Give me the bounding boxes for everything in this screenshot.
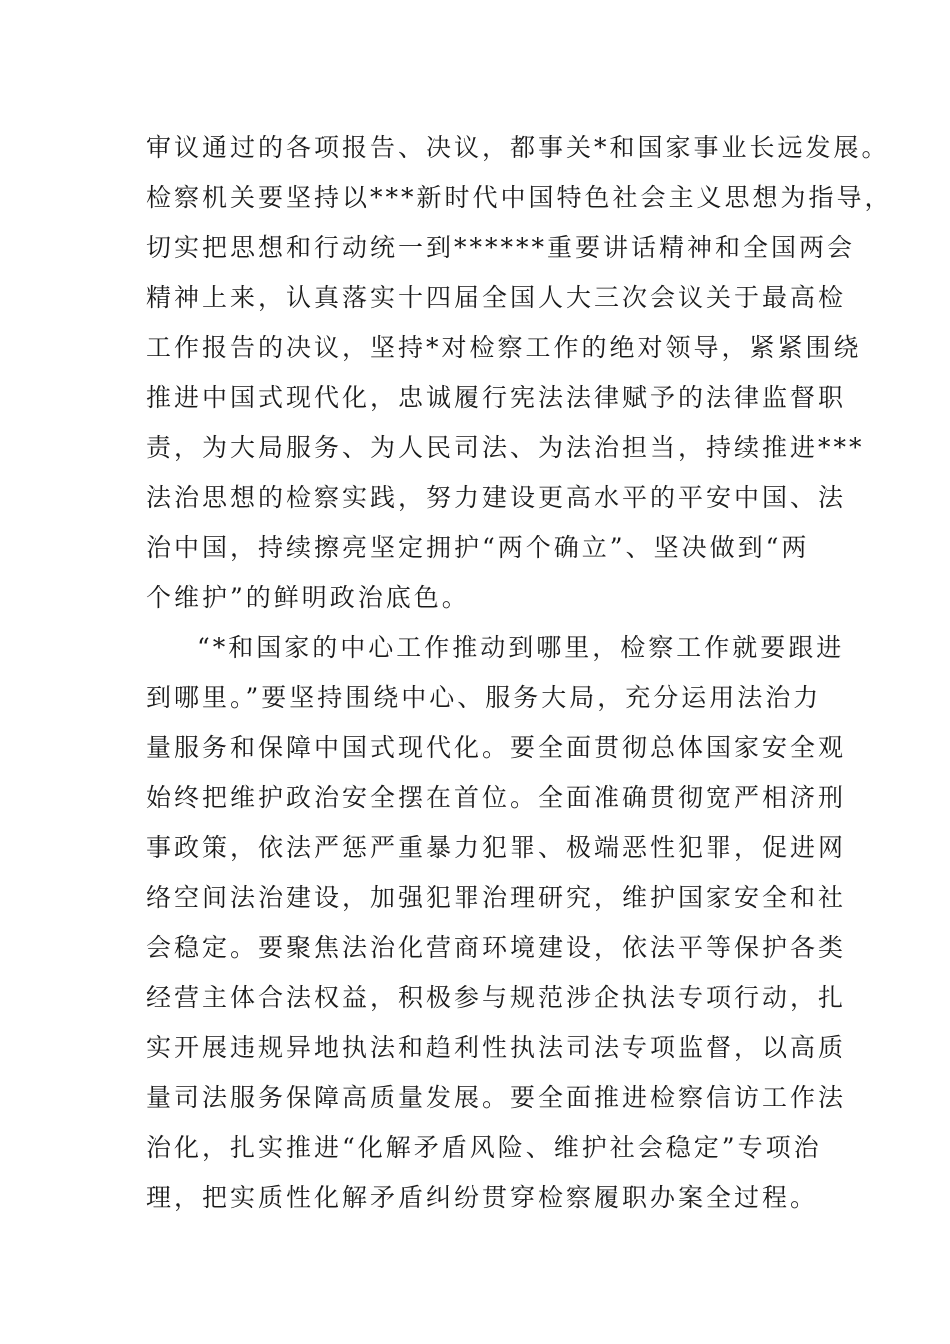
text-line: 精神上来，认真落实十四届全国人大三次会议关于最高检 [146, 283, 847, 312]
text-line: 实开展违规异地执法和趋利性执法司法专项监督，以高质 [146, 1033, 847, 1062]
text-line: 到哪里。”要坚持围绕中心、服务大局，充分运用法治力 [146, 683, 822, 712]
text-line: 推进中国式现代化，忠诚履行宪法法律赋予的法律监督职 [146, 383, 847, 412]
text-line: 事政策，依法严惩严重暴力犯罪、极端恶性犯罪，促进网 [146, 833, 847, 862]
text-line: 治中国，持续擦亮坚定拥护“两个确立”、坚决做到“两 [146, 533, 810, 562]
text-line: 量服务和保障中国式现代化。要全面贯彻总体国家安全观 [146, 733, 847, 762]
text-line: 始终把维护政治安全摆在首位。全面准确贯彻宽严相济刑 [146, 783, 847, 812]
paragraph-start-line: “*和国家的中心工作推动到哪里，检察工作就要跟进 [197, 633, 845, 662]
text-line: 量司法服务保障高质量发展。要全面推进检察信访工作法 [146, 1083, 847, 1112]
text-line: 法治思想的检察实践，努力建设更高水平的平安中国、法 [146, 483, 847, 512]
text-line: 切实把思想和行动统一到******重要讲话精神和全国两会 [146, 233, 856, 262]
text-line: 治化，扎实推进“化解矛盾风险、维护社会稳定”专项治 [146, 1133, 822, 1162]
text-line: 个维护”的鲜明政治底色。 [146, 583, 470, 612]
body-text [146, 123, 893, 1223]
text-line: 经营主体合法权益，积极参与规范涉企执法专项行动，扎 [146, 983, 847, 1012]
text-line: 责，为大局服务、为人民司法、为法治担当，持续推进*** [146, 433, 865, 462]
text-line: 检察机关要坚持以***新时代中国特色社会主义思想为指导， [146, 183, 893, 212]
text-line: 理，把实质性化解矛盾纠纷贯穿检察履职办案全过程。 [146, 1183, 819, 1212]
text-line: 络空间法治建设，加强犯罪治理研究，维护国家安全和社 [146, 883, 847, 912]
text-line: 审议通过的各项报告、决议，都事关*和国家事业长远发展。 [146, 133, 890, 162]
text-line: 会稳定。要聚焦法治化营商环境建设，依法平等保护各类 [146, 933, 847, 962]
text-line: 工作报告的决议，坚持*对检察工作的绝对领导，紧紧围绕 [146, 333, 862, 362]
